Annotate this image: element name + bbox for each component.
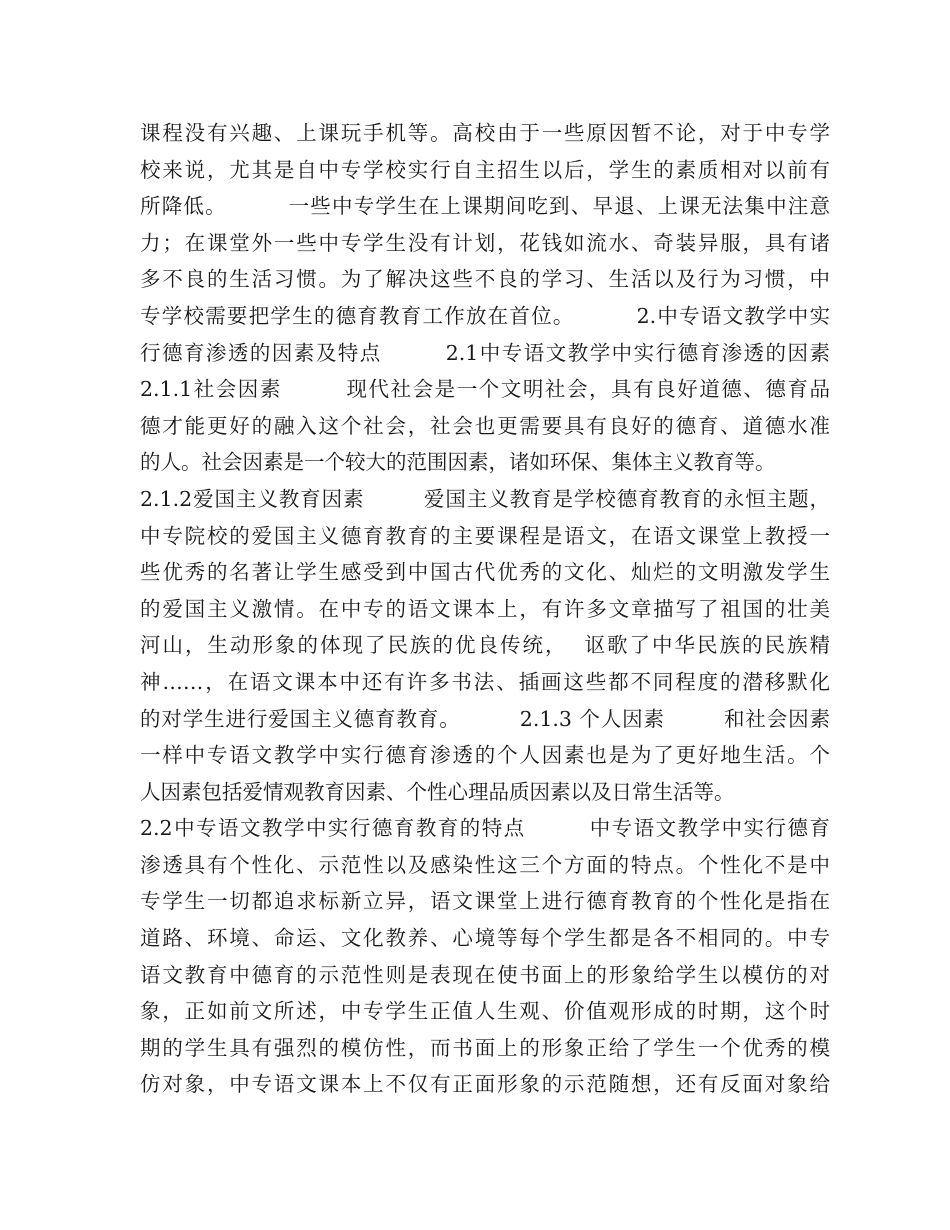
- text-line: 所降低。 一些中专学生在上课期间吃到、早退、上课无法集中注意: [140, 194, 830, 219]
- text-line: 的人。社会因素是一个较大的范围因素，诸如环保、集体主义教育等。: [140, 450, 776, 475]
- body-text: [140, 115, 830, 1103]
- text-line: 一样中专语文教学中实行德育渗透的个人因素也是为了更好地生活。个: [140, 743, 830, 768]
- text-line: 的爱国主义激情。在中专的语文课本上，有许多文章描写了祖国的壮美: [140, 596, 830, 621]
- text-line: 些优秀的名著让学生感受到中国古代优秀的文化、灿烂的文明激发学生: [140, 560, 830, 585]
- text-line: 力；在课堂外一些中专学生没有计划，花钱如流水、奇装异服，具有诸: [140, 230, 830, 255]
- text-line: 中专院校的爱国主义德育教育的主要课程是语文，在语文课堂上教授一: [140, 523, 830, 548]
- text-line: 语文教育中德育的示范性则是表现在使书面上的形象给学生以模仿的对: [140, 962, 830, 987]
- text-line: 的对学生进行爱国主义德育教育。 2.1.3 个人因素 和社会因素: [140, 706, 830, 731]
- text-line: 多不良的生活习惯。为了解决这些不良的学习、生活以及行为习惯，中: [140, 267, 830, 292]
- text-line: 河山，生动形象的体现了民族的优良传统， 讴歌了中华民族的民族精: [140, 633, 830, 658]
- text-line: 2.1.2爱国主义教育因素 爱国主义教育是学校德育教育的永恒主题，: [140, 486, 830, 511]
- text-line: 校来说，尤其是自中专学校实行自主招生以后，学生的素质相对以前有: [140, 157, 830, 182]
- text-line: 仿对象，中专语文课本上不仅有正面形象的示范随想，还有反面对象给: [140, 1072, 830, 1097]
- text-line: 期的学生具有强烈的模仿性，而书面上的形象正给了学生一个优秀的模: [140, 1035, 830, 1060]
- text-line: 人因素包括爱情观教育因素、个性心理品质因素以及日常生活等。: [140, 779, 735, 804]
- text-line: 德才能更好的融入这个社会，社会也更需要具有良好的德育、道德水准: [140, 413, 830, 438]
- text-line: 道路、环境、命运、文化教养、心境等每个学生都是各不相同的。中专: [140, 926, 830, 951]
- text-line: 专学生一切都追求标新立异，语文课堂上进行德育教育的个性化是指在: [140, 889, 830, 914]
- text-line: 行德育渗透的因素及特点 2.1中专语文教学中实行德育渗透的因素: [140, 340, 830, 365]
- text-line: 2.1.1社会因素 现代社会是一个文明社会，具有良好道德、德育品: [140, 377, 830, 402]
- text-line: 课程没有兴趣、上课玩手机等。高校由于一些原因暂不论，对于中专学: [140, 121, 830, 145]
- text-line: 神……，在语文课本中还有许多书法、插画这些都不同程度的潜移默化: [140, 669, 830, 694]
- text-line: 象，正如前文所述，中专学生正值人生观、价值观形成的时期，这个时: [140, 999, 830, 1024]
- text-line: 渗透具有个性化、示范性以及感染性这三个方面的特点。个性化不是中: [140, 852, 830, 877]
- text-line: 专学校需要把学生的德育教育工作放在首位。 2.中专语文教学中实: [140, 303, 830, 328]
- text-line: 2.2中专语文教学中实行德育教育的特点 中专语文教学中实行德育: [140, 816, 830, 841]
